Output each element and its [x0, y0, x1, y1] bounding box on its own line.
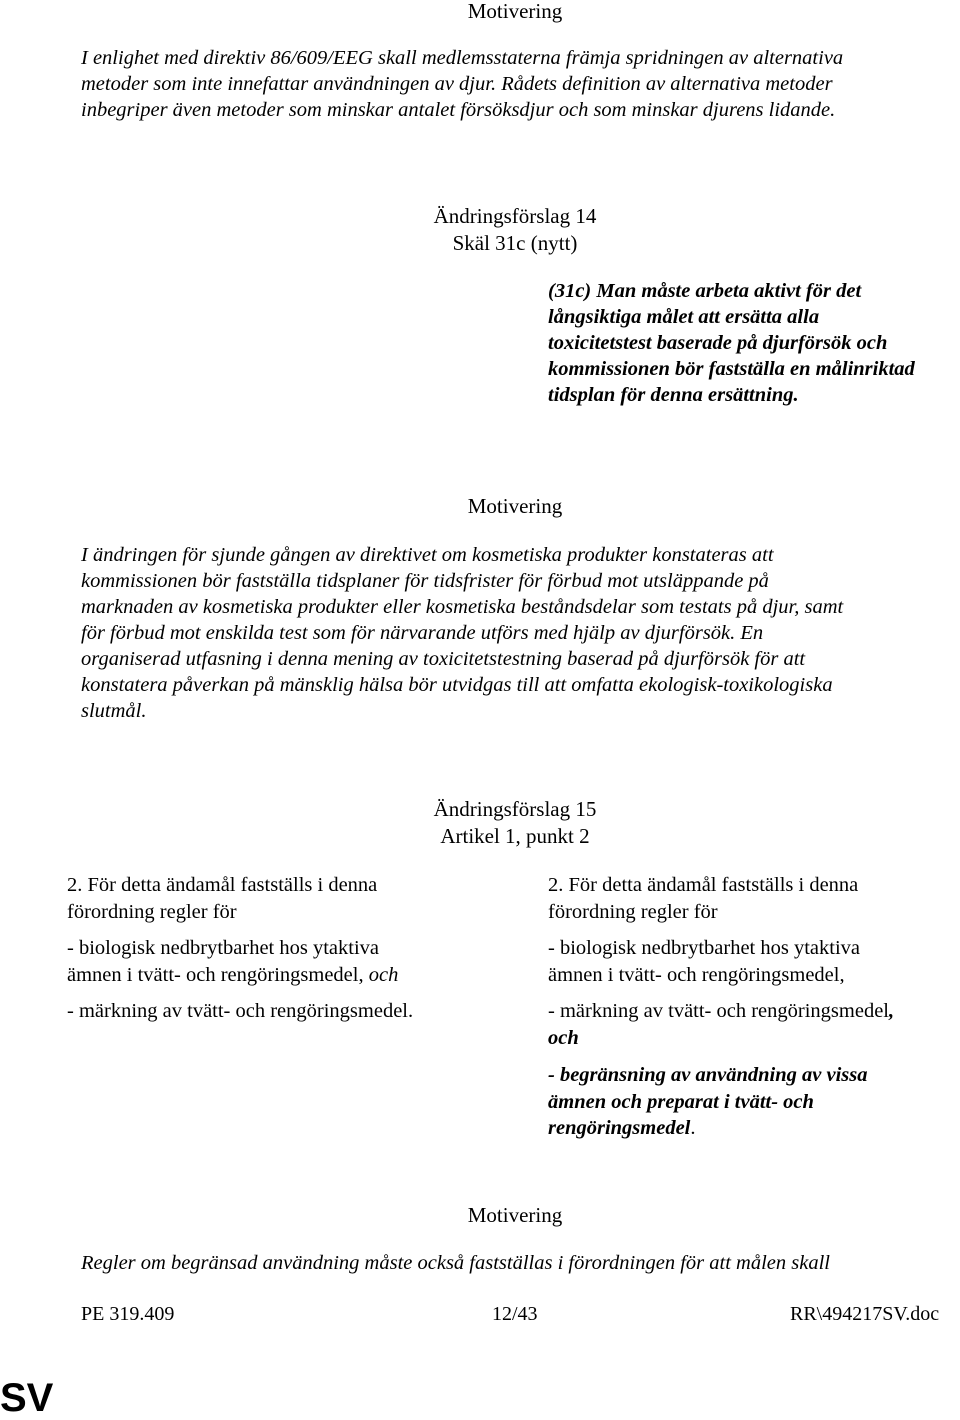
column-line: förordning regler för: [548, 900, 718, 923]
motivering-heading-1: Motivering: [467, 0, 563, 23]
amendment-14-title: Ändringsförslag 14: [433, 204, 597, 228]
column-line: - biologisk nedbrytbarhet hos ytaktiva: [67, 937, 379, 959]
motivering-paragraph-3: [81, 1250, 830, 1276]
column-line: [67, 962, 413, 989]
amendment-14-new-text: [548, 278, 915, 408]
paragraph-line: metoder som inte innefattar användningen av djur. Rådets definition av alternativa metoder: [81, 73, 833, 95]
amendment-line: tidsplan för denna ersättning.: [548, 384, 799, 406]
column-line: och: [548, 1026, 579, 1049]
motivering-heading-3: Motivering: [467, 1203, 563, 1227]
line-bold: rengöringsmedel: [548, 1117, 691, 1139]
amendment-15-title: Ändringsförslag 15: [433, 797, 597, 821]
paragraph-line: Regler om begränsad användning måste också fastställas i förordningen för att målen skall: [81, 1252, 830, 1274]
paragraph-line: organiserad utfasning i denna mening av toxicitetstestning baserad på djurförsök för att: [81, 648, 806, 670]
motivering-paragraph-1: [81, 45, 843, 123]
amendment-line: kommissionen bör fastställa en målinriktad: [548, 358, 915, 380]
paragraph-line: kommissionen bör fastställa tidsplaner för tidsfrister för förbud mot utsläppande på: [81, 570, 769, 592]
column-line: 2. För detta ändamål fastställs i denna: [548, 874, 859, 896]
amendment-15-original-column: [67, 872, 413, 1025]
motivering-heading-2: Motivering: [467, 494, 563, 518]
line-bold: ,: [889, 1000, 895, 1022]
paragraph-line: marknaden av kosmetiska produkter eller kosmetiska beståndsdelar som testats på djur, samt: [81, 596, 844, 618]
column-line: ämnen i tvätt- och rengöringsmedel,: [548, 963, 845, 986]
amendment-15-subtitle: Artikel 1, punkt 2: [440, 824, 590, 848]
line-italic: och: [368, 963, 399, 986]
paragraph-line: [81, 620, 843, 646]
column-line: 2. För detta ändamål fastställs i denna: [67, 874, 378, 896]
paragraph-line: slutmål.: [81, 700, 147, 722]
amendment-line: toxicitetstest baserade på djurförsök och: [548, 332, 888, 354]
footer-page-number: 12/43: [492, 1303, 538, 1325]
column-line: [548, 1115, 894, 1142]
line-tail: En: [740, 622, 764, 644]
paragraph-line: inbegriper även metoder som minskar antalet försöksdjur och som minskar djurens lidande.: [81, 99, 836, 121]
line-text: - märkning av tvätt- och rengöringsmedel: [548, 1000, 889, 1022]
amendment-line: (31c) Man måste arbeta aktivt för det: [548, 280, 862, 302]
line-text: ämnen i tvätt- och rengöringsmedel,: [67, 963, 369, 986]
amendment-14-subtitle: Skäl 31c (nytt): [452, 231, 578, 255]
line-text: för förbud mot enskilda test som för närvarande utförs med hjälp av djurförsök.: [81, 622, 736, 644]
paragraph-line: I enlighet med direktiv 86/609/EEG skall medlemsstaterna främja spridningen av alternativa: [81, 47, 844, 69]
footer-file-name: RR\494217SV.doc: [790, 1303, 940, 1325]
line-tail: .: [690, 1117, 696, 1139]
column-line: - biologisk nedbrytbarhet hos ytaktiva: [548, 937, 860, 959]
column-line: [548, 998, 894, 1025]
amendment-line: långsiktiga målet att ersätta alla: [548, 306, 820, 328]
motivering-paragraph-2: [81, 542, 843, 724]
paragraph-line: I ändringen för sjunde gången av direktivet om kosmetiska produkter konstateras att: [81, 544, 774, 566]
column-line: förordning regler för: [67, 900, 237, 923]
paragraph-line: konstatera påverkan på mänsklig hälsa bör utvidgas till att omfatta ekologisk-toxikologiska: [81, 674, 833, 696]
footer-doc-number: PE 319.409: [81, 1303, 175, 1325]
column-line: - begränsning av användning av vissa: [548, 1064, 868, 1086]
column-line: ämnen och preparat i tvätt- och: [548, 1090, 814, 1113]
column-line: - märkning av tvätt- och rengöringsmedel.: [67, 1000, 414, 1022]
language-code: SV: [0, 1376, 54, 1420]
amendment-15-amended-column: [548, 872, 894, 1142]
